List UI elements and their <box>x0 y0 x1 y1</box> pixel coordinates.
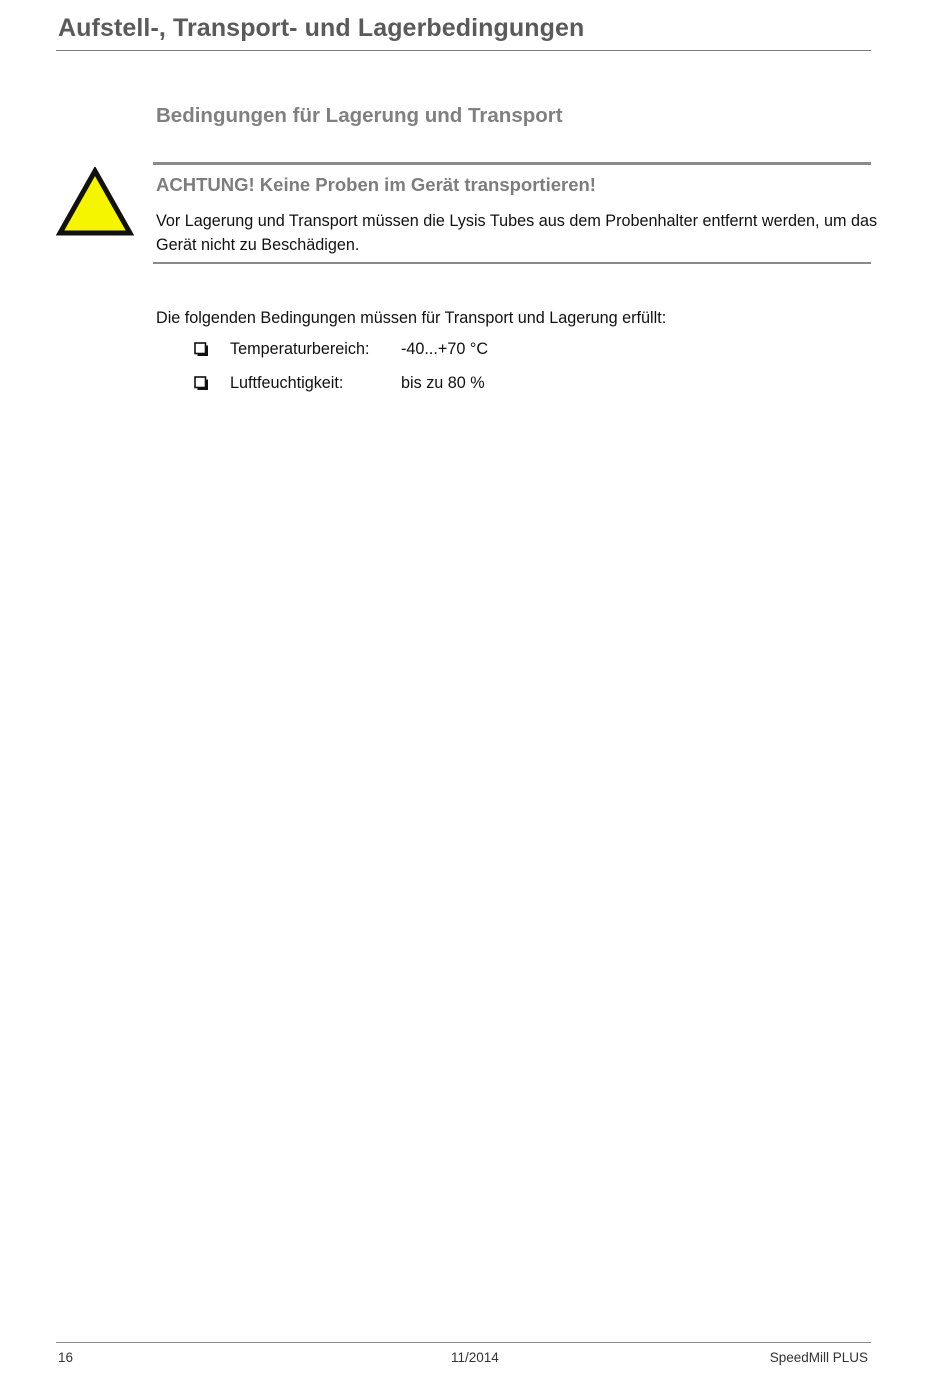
footer-page-number: 16 <box>58 1350 74 1365</box>
warning-text: Vor Lagerung und Transport müssen die Lysis Tubes aus dem Probenhalter entfernt werden, um das Gerät nicht zu Beschädigen. <box>156 212 878 254</box>
section-heading: Bedingungen für Lagerung und Transport <box>156 104 563 127</box>
page-title: Aufstell-, Transport- und Lagerbedingungen <box>58 14 585 42</box>
warning-divider-top <box>153 162 871 165</box>
footer-product-name: SpeedMill PLUS <box>769 1350 868 1365</box>
condition-value: -40...+70 °C <box>401 340 489 358</box>
footer-date: 11/2014 <box>451 1350 499 1365</box>
footer-divider <box>56 1342 871 1343</box>
warning-title: ACHTUNG! Keine Proben im Gerät transportieren! <box>156 174 596 195</box>
condition-label: Temperaturbereich: <box>230 340 370 358</box>
checkbox-icon <box>194 342 208 356</box>
warning-divider-bottom <box>153 262 871 264</box>
title-divider <box>56 50 871 51</box>
checkbox-icon <box>194 376 208 390</box>
warning-triangle-icon <box>56 167 134 237</box>
conditions-intro: Die folgenden Bedingungen müssen für Transport und Lagerung erfüllt: <box>156 309 667 327</box>
condition-label: Luftfeuchtigkeit: <box>230 374 344 392</box>
condition-value: bis zu 80 % <box>401 374 485 392</box>
